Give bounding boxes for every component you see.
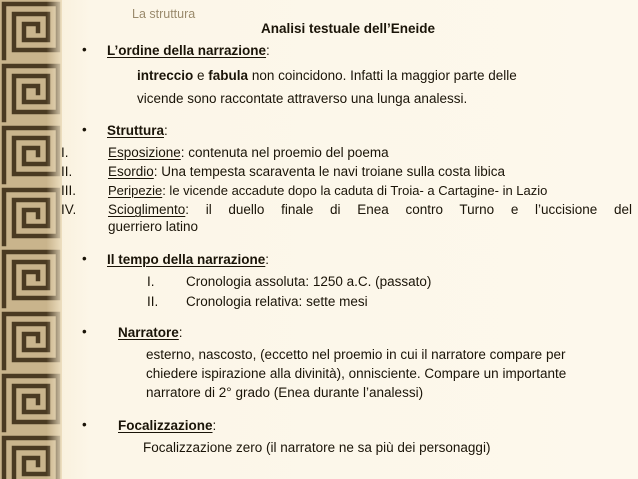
term-intreccio: intreccio	[137, 68, 194, 83]
bullet: •	[82, 42, 87, 57]
connector: e	[193, 68, 209, 83]
struttura-item-1	[108, 144, 389, 161]
ordine-line-2: vicende sono raccontate attraverso una lunga analessi.	[137, 91, 468, 106]
struttura-heading-text: Struttura	[107, 123, 164, 138]
struttura-num-1: I.	[61, 145, 69, 160]
slide-title: Analisi testuale dell’Eneide	[261, 21, 436, 36]
ordine-line-1	[137, 67, 517, 84]
narratore-line-1: esterno, nascosto, (eccetto nel proemio in cui il narratore compare per	[146, 347, 566, 362]
struttura-term: Esposizione	[108, 145, 181, 160]
heading-colon: :	[164, 123, 168, 138]
ordine-heading-text: L’ordine della narrazione	[107, 43, 267, 58]
struttura-item-4	[108, 201, 632, 218]
tempo-heading	[107, 251, 269, 268]
tempo-heading-text: Il tempo della narrazione	[107, 252, 266, 267]
focalizzazione-heading	[118, 417, 216, 434]
term-fabula: fabula	[208, 68, 249, 83]
struttura-num-3: III.	[61, 183, 77, 198]
struttura-term: Scioglimento	[108, 202, 186, 217]
tempo-item-1: Cronologia assoluta: 1250 a.C. (passato)	[186, 274, 432, 289]
ordine-heading	[107, 42, 270, 59]
bullet: •	[82, 417, 87, 432]
struttura-text: : le vicende accadute dopo la caduta di Troia- a Cartagine- in Lazio	[162, 183, 548, 198]
section-label: La struttura	[132, 7, 196, 21]
heading-colon: :	[212, 418, 217, 433]
struttura-item-4-cont: guerriero latino	[108, 219, 199, 234]
tempo-num-2: II.	[147, 294, 159, 309]
struttura-num-2: II.	[61, 164, 73, 179]
greek-key-border	[0, 0, 62, 479]
heading-colon: :	[178, 325, 183, 340]
tempo-num-1: I.	[147, 274, 155, 289]
struttura-item-3	[108, 182, 547, 199]
struttura-text: : Una tempesta scaraventa le navi troiane sulla costa libica	[153, 164, 505, 179]
focalizzazione-line: Focalizzazione zero (il narratore ne sa più dei personaggi)	[143, 440, 491, 455]
bullet: •	[82, 324, 87, 339]
ordine-text: non coincidono. Infatti la maggior parte delle	[248, 68, 517, 83]
bullet: •	[82, 122, 87, 137]
struttura-text: : il duello finale di Enea contro Turno e l’uccisione del	[185, 202, 632, 217]
struttura-text: : contenuta nel proemio del poema	[180, 145, 389, 160]
narratore-line-2: chiedere ispirazione alla divinità), onnisciente. Compare un importante	[146, 366, 567, 381]
heading-colon: :	[266, 43, 270, 58]
focalizzazione-heading-text: Focalizzazione	[118, 418, 213, 433]
struttura-term: Peripezie	[108, 183, 163, 198]
tempo-item-2: Cronologia relativa: sette mesi	[186, 294, 368, 309]
narratore-heading-text: Narratore	[118, 325, 179, 340]
heading-colon: :	[265, 252, 270, 267]
bullet: •	[82, 251, 87, 266]
struttura-term: Esordio	[108, 164, 154, 179]
narratore-line-3: narratore di 2° grado (Enea durante l’analessi)	[146, 385, 424, 400]
struttura-item-2	[108, 163, 505, 180]
struttura-heading	[107, 122, 168, 139]
narratore-heading	[118, 324, 183, 341]
struttura-num-4: IV.	[61, 202, 77, 217]
